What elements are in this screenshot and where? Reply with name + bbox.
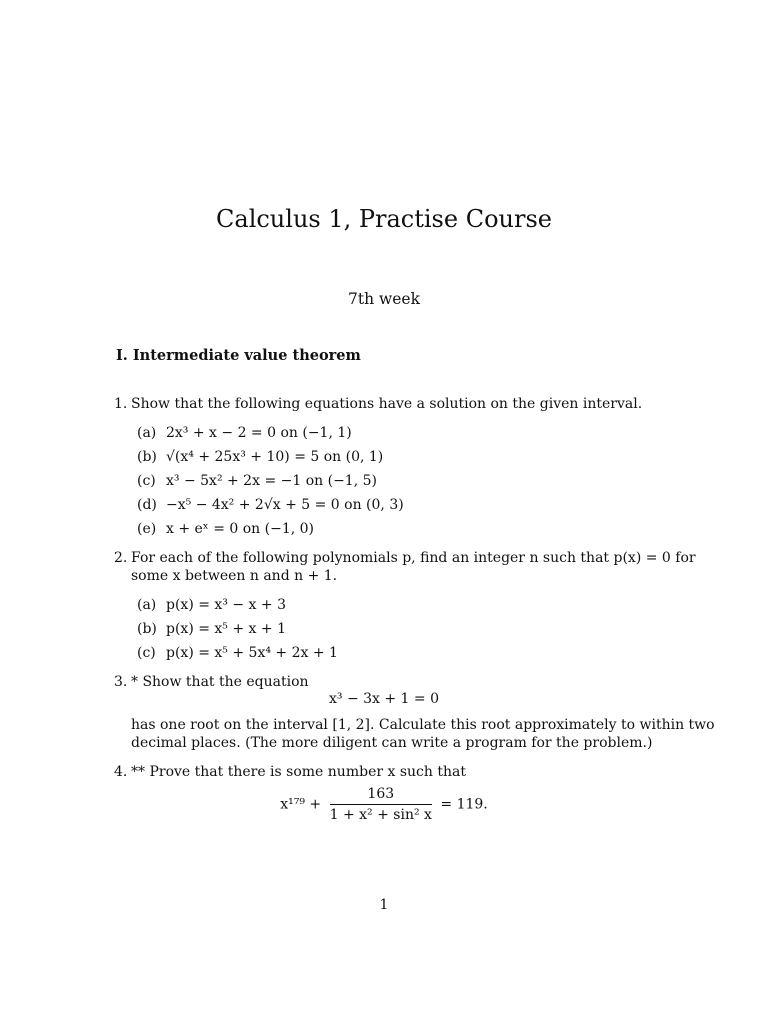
item-text: 2x³ + x − 2 = 0 on (−1, 1) — [166, 425, 352, 441]
section-heading: I. Intermediate value theorem — [116, 347, 361, 364]
item-text: √(x⁴ + 25x³ + 10) = 5 on (0, 1) — [166, 449, 384, 465]
item-text: p(x) = x⁵ + x + 1 — [166, 621, 286, 637]
problem-text: Show that the following equations have a solution on the given interval. — [131, 396, 643, 412]
problem-text: has one root on the interval [1, 2]. Calculate this root approximately to within two — [131, 717, 715, 733]
problem-text: decimal places. (The more diligent can write a program for the problem.) — [131, 735, 653, 751]
item-text: x³ − 5x² + 2x = −1 on (−1, 5) — [166, 473, 377, 489]
equation-lhs: x¹⁷⁹ + — [280, 796, 322, 813]
problem-text: ** Prove that there is some number x such that — [131, 764, 466, 780]
fraction — [330, 786, 432, 823]
problem-number: 3. — [114, 674, 128, 690]
item-label: (c) — [137, 645, 156, 661]
item-text: x + eˣ = 0 on (−1, 0) — [166, 521, 314, 537]
item-label: (c) — [137, 473, 156, 489]
fraction-denominator: 1 + x² + sin² x — [329, 807, 432, 823]
equation-rhs: = 119. — [440, 796, 488, 813]
problem-number: 2. — [114, 550, 128, 566]
item-text: p(x) = x³ − x + 3 — [166, 597, 286, 613]
problem-text: For each of the following polynomials p, find an integer n such that p(x) = 0 for — [131, 550, 696, 566]
item-text: −x⁵ − 4x² + 2√x + 5 = 0 on (0, 3) — [166, 497, 404, 513]
document-title: Calculus 1, Practise Course — [216, 205, 552, 233]
display-equation-fraction — [0, 786, 768, 823]
item-text: p(x) = x⁵ + 5x⁴ + 2x + 1 — [166, 645, 338, 661]
problem-number: 4. — [114, 764, 128, 780]
problem-text: * Show that the equation — [131, 674, 309, 690]
item-label: (b) — [137, 621, 157, 637]
document-subtitle: 7th week — [347, 290, 420, 308]
item-label: (e) — [137, 521, 157, 537]
item-label: (a) — [137, 597, 157, 613]
item-label: (d) — [137, 497, 157, 513]
page-number: 1 — [379, 897, 389, 913]
display-equation: x³ − 3x + 1 = 0 — [328, 691, 440, 707]
fraction-numerator: 163 — [330, 786, 432, 805]
item-label: (a) — [137, 425, 157, 441]
item-label: (b) — [137, 449, 157, 465]
problem-text: some x between n and n + 1. — [131, 568, 338, 584]
problem-number: 1. — [114, 396, 128, 412]
